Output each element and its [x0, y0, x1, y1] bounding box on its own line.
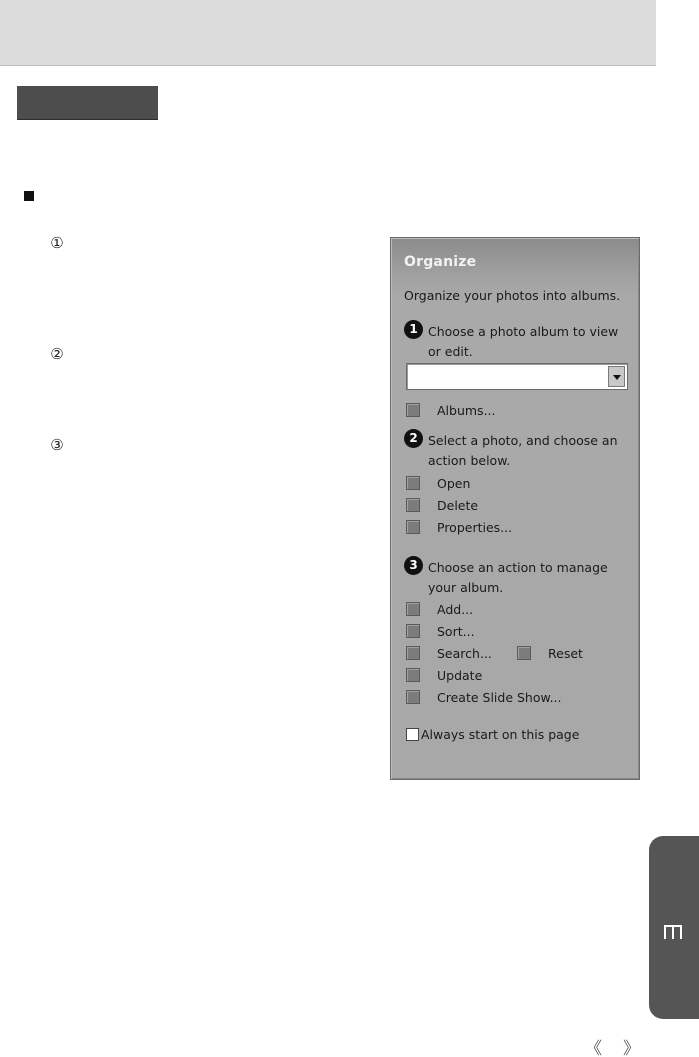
next-page-link[interactable]: 》 — [623, 1039, 640, 1057]
panel-intro: Organize your photos into albums. — [404, 288, 621, 303]
open-button-icon[interactable] — [406, 476, 420, 490]
slideshow-button-icon[interactable] — [406, 690, 420, 704]
add-action[interactable] — [406, 601, 473, 617]
panel-step-2 — [404, 431, 628, 471]
always-start-label[interactable]: Always start on this page — [421, 727, 580, 742]
properties-button-icon[interactable] — [406, 520, 420, 534]
update-action[interactable] — [406, 667, 482, 683]
header-band — [0, 0, 656, 65]
sort-button-icon[interactable] — [406, 624, 420, 638]
add-button-icon[interactable] — [406, 602, 420, 616]
album-select[interactable] — [406, 363, 628, 390]
reset-label[interactable]: Reset — [548, 645, 583, 661]
properties-label[interactable]: Properties... — [437, 519, 513, 535]
step-marker-1: ① — [50, 234, 64, 252]
search-label[interactable]: Search... — [437, 645, 492, 661]
bullet-square-icon — [24, 191, 34, 201]
chapter-side-tab — [649, 836, 699, 1019]
search-action[interactable] — [406, 645, 492, 661]
chapter-glyph-icon — [664, 925, 682, 939]
chevron-down-icon[interactable] — [608, 366, 625, 387]
open-action[interactable] — [406, 475, 470, 491]
slideshow-action[interactable] — [406, 689, 562, 705]
always-start-checkbox[interactable] — [406, 728, 419, 741]
step-marker-3: ③ — [50, 436, 64, 454]
panel-step-3 — [404, 558, 628, 598]
add-label[interactable]: Add... — [437, 601, 474, 617]
properties-action[interactable] — [406, 519, 512, 535]
organize-panel — [390, 237, 640, 780]
prev-page-link[interactable]: 《 — [585, 1039, 602, 1057]
albums-button-icon[interactable] — [406, 403, 420, 417]
panel-step-1 — [404, 322, 628, 362]
step-text-3: Choose an action to manage your album. — [428, 560, 608, 595]
section-tab — [17, 86, 158, 119]
delete-button-icon[interactable] — [406, 498, 420, 512]
sort-label[interactable]: Sort... — [437, 623, 475, 639]
always-start-option[interactable] — [406, 727, 579, 742]
update-label[interactable]: Update — [437, 667, 483, 683]
delete-label[interactable]: Delete — [437, 497, 479, 513]
header-divider — [0, 65, 656, 66]
delete-action[interactable] — [406, 497, 478, 513]
step-number-2-icon: 2 — [404, 429, 423, 448]
panel-title: Organize — [404, 254, 477, 270]
reset-button-icon[interactable] — [517, 646, 531, 660]
step-marker-2: ② — [50, 345, 64, 363]
step-number-1-icon: 1 — [404, 320, 423, 339]
step-text-1: Choose a photo album to view or edit. — [428, 324, 619, 359]
search-button-icon[interactable] — [406, 646, 420, 660]
step-number-3-icon: 3 — [404, 556, 423, 575]
sort-action[interactable] — [406, 623, 475, 639]
albums-action[interactable] — [406, 402, 496, 418]
open-label[interactable]: Open — [437, 475, 471, 491]
update-button-icon[interactable] — [406, 668, 420, 682]
albums-label[interactable]: Albums... — [437, 402, 496, 418]
step-text-2: Select a photo, and choose an action below. — [428, 433, 618, 468]
slideshow-label[interactable]: Create Slide Show... — [437, 689, 562, 705]
reset-action[interactable] — [517, 645, 583, 661]
